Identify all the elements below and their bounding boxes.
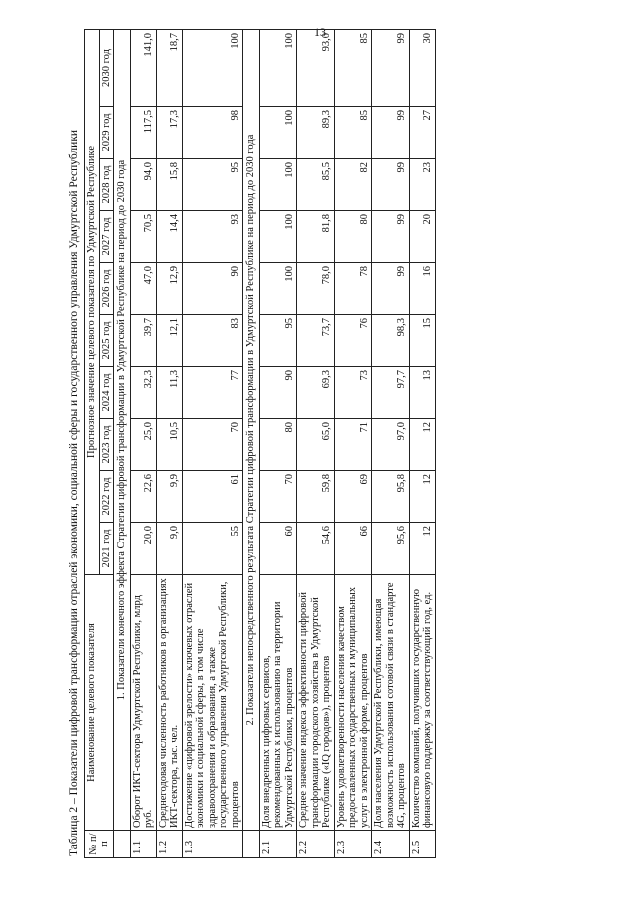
year-value: 70,5 <box>130 211 156 263</box>
indicator-name: Среднегодовая численность работников в организациях ИКТ-сектора, тыс. чел. <box>156 575 182 831</box>
row-number: 1.3 <box>182 831 243 858</box>
section-row <box>114 29 131 857</box>
year-value: 85 <box>334 107 372 159</box>
indicator-name: Количество компаний, получивших государственную финансовую поддержку за соответствующий год, ед. <box>409 575 435 831</box>
year-value: 95 <box>182 159 243 211</box>
section-empty-cell <box>243 831 260 858</box>
year-value: 23 <box>409 159 435 211</box>
year-value: 81,8 <box>297 211 335 263</box>
year-value: 39,7 <box>130 315 156 367</box>
section-title: 1. Показатели конечного эффекта Стратегии цифровой трансформации в Удмуртской Республике на период до 2030 года <box>114 29 131 830</box>
year-value: 141,0 <box>130 29 156 106</box>
row-number: 1.1 <box>130 831 156 858</box>
year-value: 22,6 <box>130 471 156 523</box>
year-value: 93,0 <box>297 29 335 106</box>
year-value: 99 <box>372 263 410 315</box>
row-number: 2.3 <box>334 831 372 858</box>
header-year: 2028 год <box>99 159 114 211</box>
year-value: 70 <box>259 471 297 523</box>
year-value: 95 <box>259 315 297 367</box>
header-year: 2023 год <box>99 419 114 471</box>
year-value: 78,0 <box>297 263 335 315</box>
year-value: 100 <box>259 107 297 159</box>
year-value: 65,0 <box>297 419 335 471</box>
year-value: 9,9 <box>156 471 182 523</box>
year-value: 99 <box>372 107 410 159</box>
year-value: 71 <box>334 419 372 471</box>
year-value: 85,5 <box>297 159 335 211</box>
year-value: 20 <box>409 211 435 263</box>
year-value: 20,0 <box>130 523 156 575</box>
year-value: 90 <box>259 367 297 419</box>
year-value: 99 <box>372 211 410 263</box>
year-value: 78 <box>334 263 372 315</box>
year-value: 12 <box>409 419 435 471</box>
year-value: 18,7 <box>156 29 182 106</box>
row-number: 2.5 <box>409 831 435 858</box>
year-value: 77 <box>182 367 243 419</box>
year-value: 82 <box>334 159 372 211</box>
header-year: 2027 год <box>99 211 114 263</box>
year-value: 95,6 <box>372 523 410 575</box>
indicator-name: Достижение «цифровой зрелости» ключевых отраслей экономики и социальной сферы, в том числе здравоохранения и образования, а также государственного управления Удмуртской Республики, процентов <box>182 575 243 831</box>
page-number: 13 <box>314 25 326 39</box>
section-row <box>243 29 260 857</box>
year-value: 97,0 <box>372 419 410 471</box>
year-value: 10,5 <box>156 419 182 471</box>
year-value: 83 <box>182 315 243 367</box>
year-value: 69,3 <box>297 367 335 419</box>
section-empty-cell <box>114 831 131 858</box>
year-value: 47,0 <box>130 263 156 315</box>
year-value: 11,3 <box>156 367 182 419</box>
year-value: 25,0 <box>130 419 156 471</box>
year-value: 13 <box>409 367 435 419</box>
year-value: 100 <box>259 211 297 263</box>
year-value: 54,6 <box>297 523 335 575</box>
year-value: 100 <box>259 263 297 315</box>
header-year: 2025 год <box>99 315 114 367</box>
row-number: 2.4 <box>372 831 410 858</box>
year-value: 61 <box>182 471 243 523</box>
row-number: 2.1 <box>259 831 297 858</box>
year-value: 66 <box>334 523 372 575</box>
year-value: 17,3 <box>156 107 182 159</box>
header-group: Прогнозное значение целевого показателя по Удмуртской Республике <box>85 29 100 574</box>
indicators-table <box>84 29 436 858</box>
table-row <box>372 29 410 857</box>
year-value: 9,0 <box>156 523 182 575</box>
year-value: 55 <box>182 523 243 575</box>
year-value: 59,8 <box>297 471 335 523</box>
year-value: 30 <box>409 29 435 106</box>
year-value: 99 <box>372 29 410 106</box>
table-row <box>297 29 335 857</box>
year-value: 117,5 <box>130 107 156 159</box>
year-value: 70 <box>182 419 243 471</box>
row-number: 1.2 <box>156 831 182 858</box>
table-row <box>409 29 435 857</box>
year-value: 85 <box>334 29 372 106</box>
year-value: 15 <box>409 315 435 367</box>
year-value: 89,3 <box>297 107 335 159</box>
year-value: 93 <box>182 211 243 263</box>
indicator-name: Доля населения Удмуртской Республики, имеющая возможность использования сотовой связи в стандарте 4G, процентов <box>372 575 410 831</box>
header-year: 2021 год <box>99 523 114 575</box>
year-value: 32,3 <box>130 367 156 419</box>
year-value: 94,0 <box>130 159 156 211</box>
year-value: 16 <box>409 263 435 315</box>
indicator-name: Среднее значение индекса эффективности цифровой трансформации городского хозяйства в Удмуртской Республике («IQ городов»), процентов <box>297 575 335 831</box>
year-value: 14,4 <box>156 211 182 263</box>
year-value: 69 <box>334 471 372 523</box>
year-value: 80 <box>334 211 372 263</box>
header-year: 2026 год <box>99 263 114 315</box>
header-year: 2029 год <box>99 107 114 159</box>
indicator-name: Доля внедренных цифровых сервисов, рекомендованных к использованию на территории Удмуртской Республики, процентов <box>259 575 297 831</box>
section-title: 2. Показатели непосредственного результата Стратегии цифровой трансформации в Удмуртской Республике на период до 2030 года <box>243 29 260 830</box>
year-value: 95,8 <box>372 471 410 523</box>
rotated-table-block <box>68 30 598 858</box>
year-value: 98,3 <box>372 315 410 367</box>
year-value: 27 <box>409 107 435 159</box>
header-year: 2030 год <box>99 29 114 106</box>
row-number: 2.2 <box>297 831 335 858</box>
table-row <box>259 29 297 857</box>
year-value: 15,8 <box>156 159 182 211</box>
year-value: 76 <box>334 315 372 367</box>
year-value: 97,7 <box>372 367 410 419</box>
year-value: 73 <box>334 367 372 419</box>
year-value: 98 <box>182 107 243 159</box>
year-value: 80 <box>259 419 297 471</box>
indicator-name: Оборот ИКТ-сектора Удмуртской Республики, млрд руб. <box>130 575 156 831</box>
table-row <box>182 29 243 857</box>
header-year: 2024 год <box>99 367 114 419</box>
year-value: 100 <box>259 159 297 211</box>
year-value: 90 <box>182 263 243 315</box>
year-value: 12,1 <box>156 315 182 367</box>
year-value: 12 <box>409 523 435 575</box>
table-row <box>334 29 372 857</box>
year-value: 73,7 <box>297 315 335 367</box>
year-value: 12,9 <box>156 263 182 315</box>
year-value: 100 <box>259 29 297 106</box>
table-row <box>130 29 156 857</box>
table-caption: Таблица 2 – Показатели цифровой трансформации отраслей экономики, социальной сферы и государственного управления Удмуртской Республики <box>68 129 80 856</box>
header-num: № п/п <box>85 831 114 858</box>
indicator-name: Уровень удовлетворенности населения качеством предоставленных государственных и муниципальных услуг в электронной форме, процентов <box>334 575 372 831</box>
header-name: Наименование целевого показателя <box>85 575 114 831</box>
header-year: 2022 год <box>99 471 114 523</box>
year-value: 60 <box>259 523 297 575</box>
year-value: 100 <box>182 29 243 106</box>
year-value: 12 <box>409 471 435 523</box>
year-value: 99 <box>372 159 410 211</box>
table-row <box>156 29 182 857</box>
